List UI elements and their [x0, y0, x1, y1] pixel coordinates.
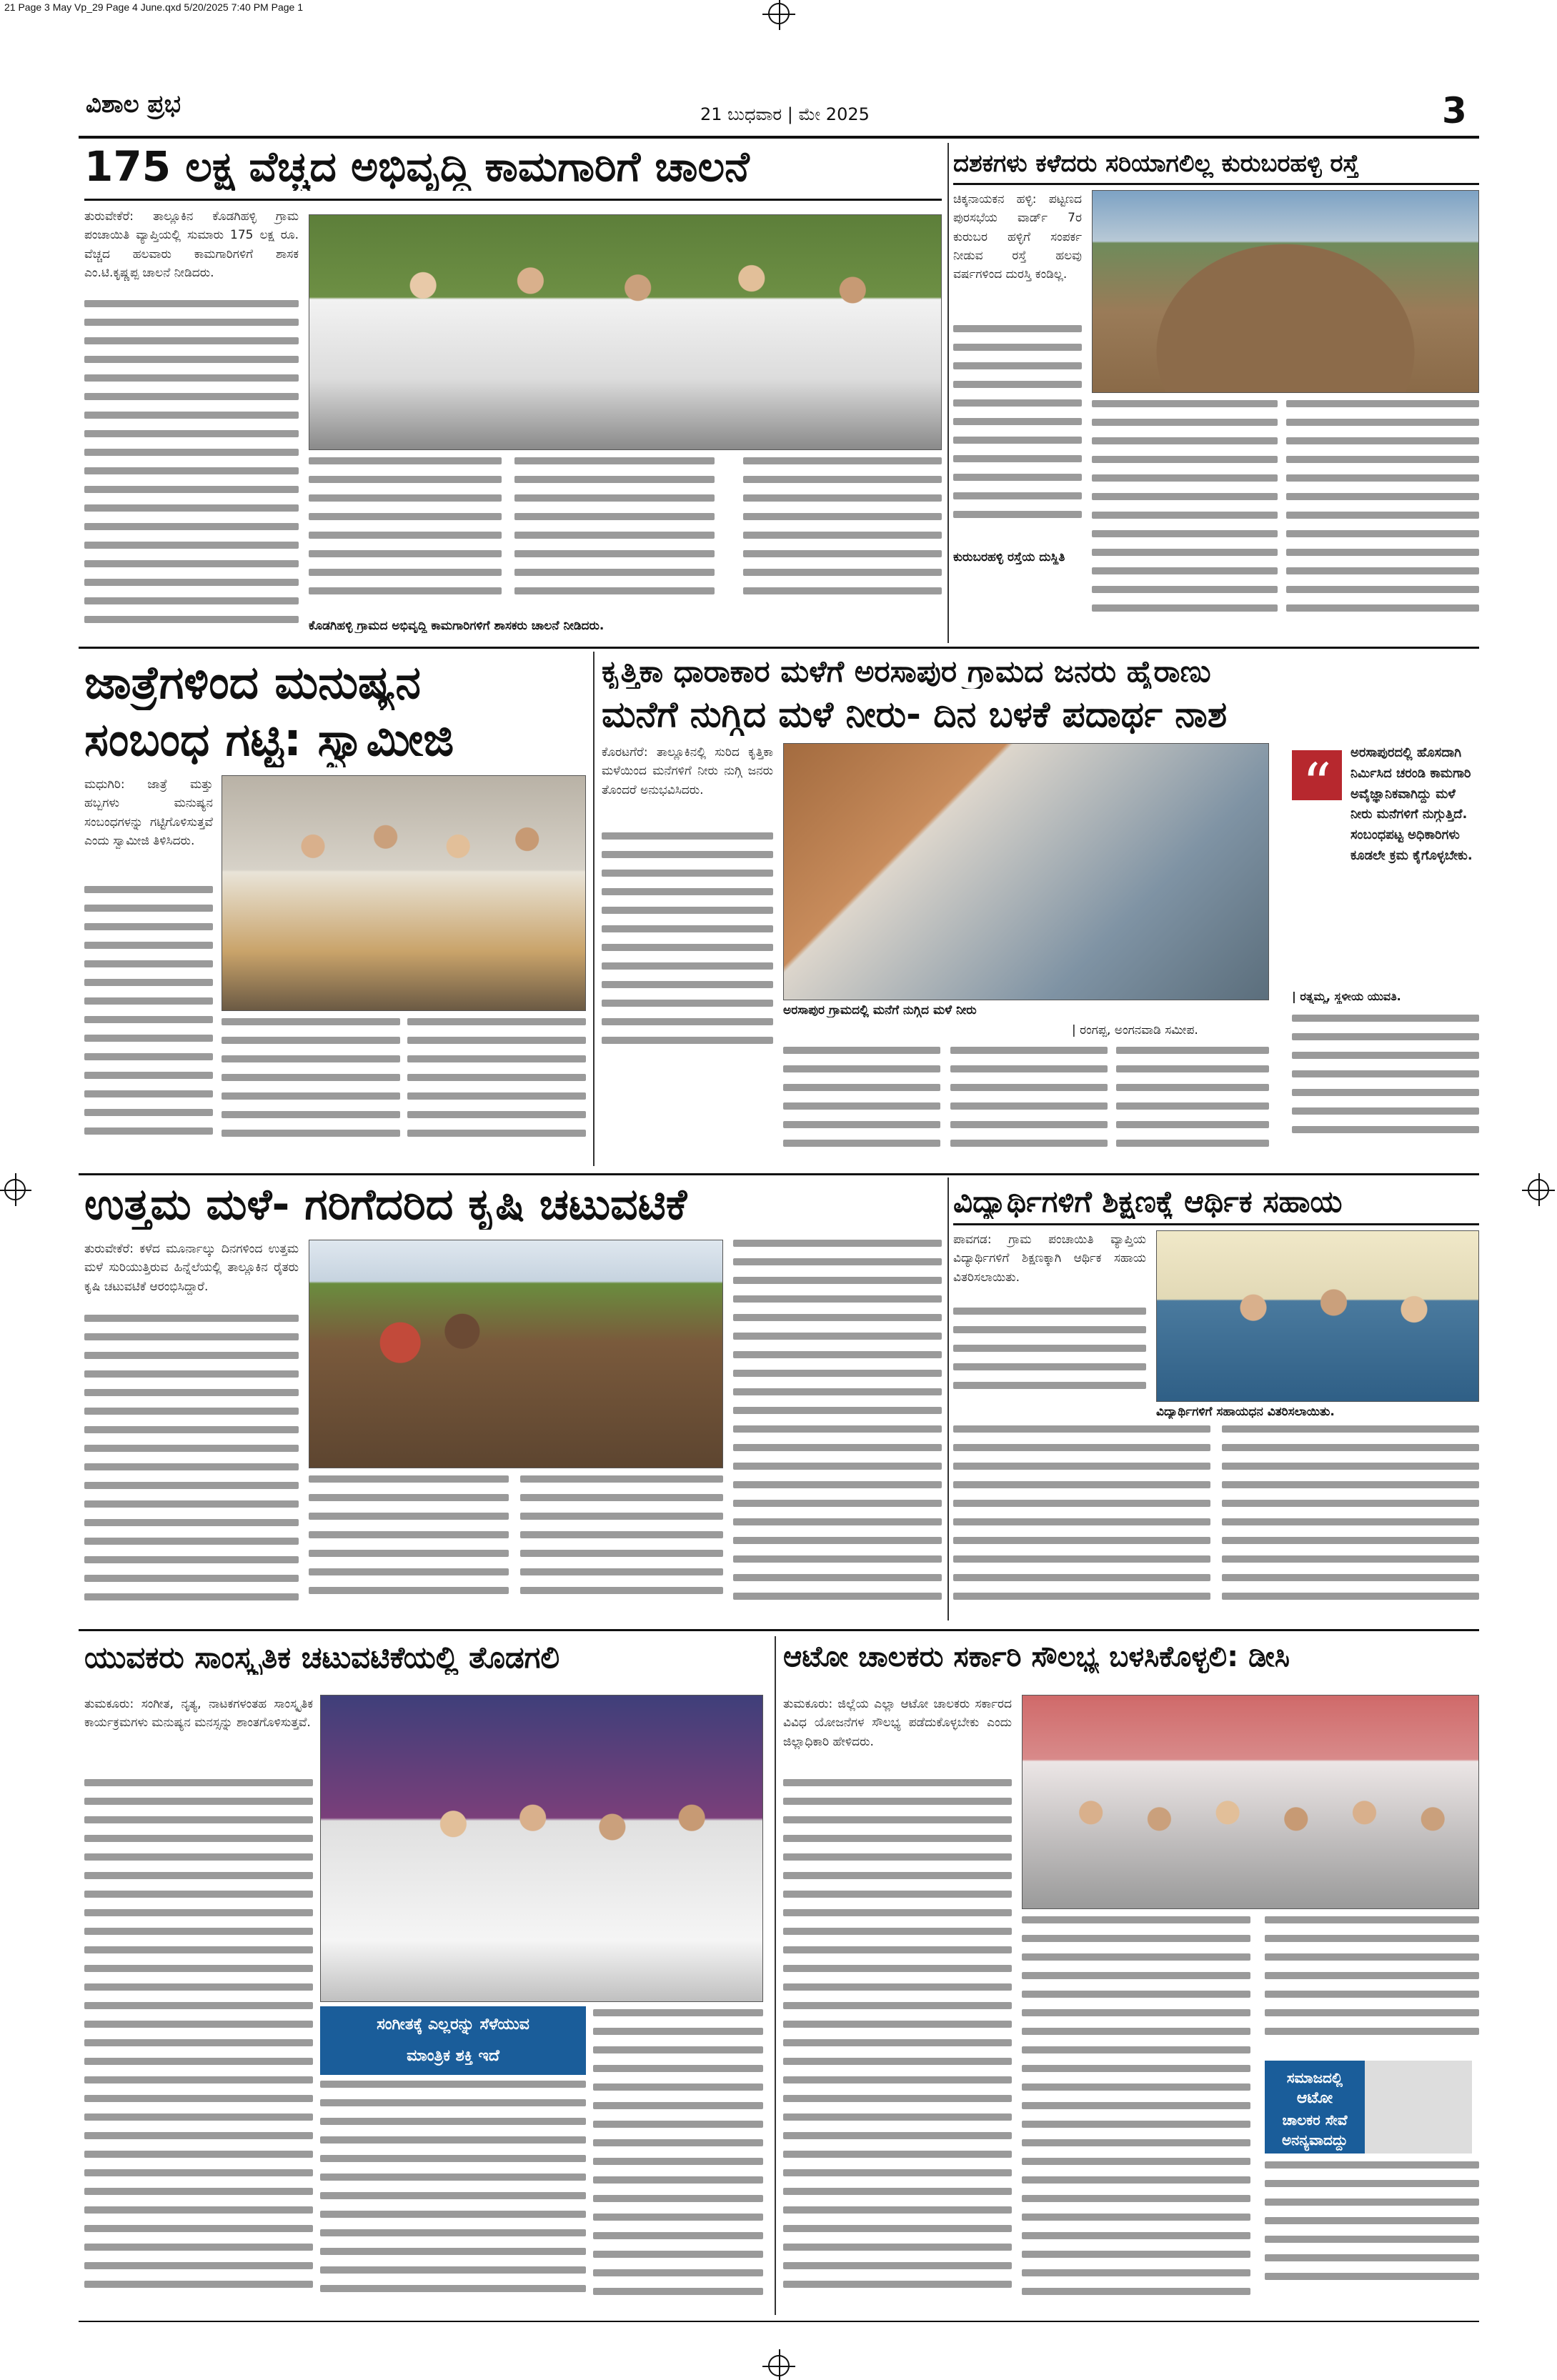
divider	[953, 183, 1479, 185]
divider	[953, 1223, 1479, 1225]
text-column	[1286, 400, 1479, 629]
text-column	[783, 1047, 940, 1161]
registration-mark-right	[1528, 1179, 1549, 1200]
text-column	[602, 832, 773, 1068]
side-box-tag-line: ಸಮಾಜದಲ್ಲಿ	[1286, 2069, 1343, 2086]
text-column	[309, 1475, 509, 1618]
text-column	[309, 457, 502, 614]
text-column	[593, 2009, 763, 2309]
date-line: 21 ಬುಧವಾರ | ಮೇ 2025	[700, 104, 870, 124]
text-column	[84, 1779, 313, 2308]
headline-dev-works: 175 ಲಕ್ಷ ವೆಚ್ಚದ ಅಭಿವೃದ್ಧಿ ಕಾಮಗಾರಿಗೆ ಚಾಲನೆ	[84, 143, 750, 191]
text-column	[733, 1240, 942, 1618]
photo-auto	[1022, 1695, 1479, 1909]
headline-fair-line1: ಜಾತ್ರೆಗಳಿಂದ ಮನುಷ್ಯನ	[84, 657, 421, 709]
print-slug: 21 Page 3 May Vp_29 Page 4 June.qxd 5/20/2025 7:40 PM Page 1	[4, 1, 303, 13]
photo-farming	[309, 1240, 723, 1468]
quote-icon: “	[1292, 750, 1342, 800]
divider	[79, 1173, 1479, 1175]
photo-caption-road: ಕುರುಬರಹಳ್ಳಿ ರಸ್ತೆಯ ದುಸ್ಥಿತಿ	[953, 550, 1065, 564]
text-column	[514, 457, 715, 614]
article-body-road: ಚಿಕ್ಕನಾಯಕನ ಹಳ್ಳಿ: ಪಟ್ಟಣದ ಪುರಸಭೆಯ ವಾರ್ಡ್ 7ರ ಕುರುಬರ ಹಳ್ಳಿಗೆ ಸಂಪರ್ಕ ನೀಡುವ ರಸ್ತೆ ಹಲವು ವರ್ಷಗಳಿಂದ ದುರಸ್ತಿ ಕಂಡಿಲ್ಲ.	[953, 192, 1082, 282]
masthead-rule	[79, 136, 1479, 139]
headline-youth: ಯುವಕರು ಸಾಂಸ್ಕೃತಿಕ ಚಟುವಟಿಕೆಯಲ್ಲಿ ತೊಡಗಲಿ	[84, 1640, 560, 1675]
text-column	[953, 1425, 1210, 1618]
text-column	[1265, 1916, 1479, 2052]
banner-line: ಸಂಗೀತಕ್ಕೆ ಎಲ್ಲರನ್ನು ಸೆಳೆಯುವ	[377, 2016, 529, 2033]
text-column	[84, 1315, 299, 1622]
text-column	[520, 1475, 723, 1618]
side-box-auto	[1265, 2061, 1472, 2154]
headline-farming: ಉತ್ತಮ ಮಳೆ- ಗರಿಗೆದರಿದ ಕೃಷಿ ಚಟುವಟಿಕೆ	[84, 1180, 687, 1230]
divider	[79, 1629, 1479, 1631]
text-column	[1222, 1425, 1479, 1618]
headline-road: ದಶಕಗಳು ಕಳೆದರು ಸರಿಯಾಗಲಿಲ್ಲ ಕುರುಬರಹಳ್ಳಿ ರಸ್ತೆ	[953, 150, 1359, 178]
text-column	[743, 457, 942, 614]
column-divider	[775, 1636, 776, 2315]
text-column	[222, 1018, 400, 1161]
text-column	[84, 886, 213, 1165]
banner-line: ಮಾಂತ್ರಿಕ ಶಕ್ತಿ ಇದೆ	[407, 2047, 499, 2065]
photo-youth	[320, 1695, 763, 2002]
text-column	[950, 1047, 1108, 1161]
pull-quote-author: | ರತ್ನಮ್ಮ, ಸ್ಥಳೀಯ ಯುವತಿ.	[1292, 990, 1401, 1003]
photo-rain	[783, 743, 1269, 1000]
side-box-tag-line: ಚಾಲಕರ ಸೇವೆ ಅನನ್ಯವಾದದ್ದು	[1281, 2111, 1348, 2149]
article-body-farming: ತುರುವೇಕೆರೆ: ಕಳೆದ ಮೂರ್ನಾಲ್ಕು ದಿನಗಳಿಂದ ಉತ್ತಮ ಮಳೆ ಸುರಿಯುತ್ತಿರುವ ಹಿನ್ನೆಲೆಯಲ್ಲಿ ತಾಲ್ಲೂಕಿನ ರೈತರು ಕೃಷಿ ಚಟುವಟಿಕೆ ಆರಂಭಿಸಿದ್ದಾರೆ.	[84, 1242, 299, 1294]
article-body-students: ಪಾವಗಡ: ಗ್ರಾಮ ಪಂಚಾಯಿತಿ ವ್ಯಾಪ್ತಿಯ ವಿದ್ಯಾರ್ಥಿಗಳಿಗೆ ಶಿಕ್ಷಣಕ್ಕಾಗಿ ಆರ್ಥಿಕ ಸಹಾಯ ವಿತರಿಸಲಾಯಿತು.	[953, 1233, 1146, 1285]
divider	[84, 199, 942, 201]
article-body-fair: ಮಧುಗಿರಿ: ಜಾತ್ರೆ ಮತ್ತು ಹಬ್ಬಗಳು ಮನುಷ್ಯನ ಸಂಬಂಧಗಳನ್ನು ಗಟ್ಟಿಗೊಳಿಸುತ್ತವೆ ಎಂದು ಸ್ವಾಮೀಜಿ ತಿಳಿಸಿದರು.	[84, 777, 213, 849]
text-column	[1022, 1916, 1250, 2309]
text-column	[953, 325, 1082, 539]
divider	[79, 647, 1479, 649]
pull-banner-youth	[320, 2006, 586, 2075]
photo-caption-dev-works: ಕೊಡಗಿಹಳ್ಳಿ ಗ್ರಾಮದ ಅಭಿವೃದ್ಧಿ ಕಾಮಗಾರಿಗಳಿಗೆ ಶಾಸಕರು ಚಾಲನೆ ನೀಡಿದರು.	[309, 619, 605, 633]
text-column	[320, 2081, 586, 2309]
pull-quote-rain: ಅರಸಾಪುರದಲ್ಲಿ ಹೊಸದಾಗಿ ನಿರ್ಮಿಸಿದ ಚರಂಡಿ ಕಾಮಗಾರಿ ಅವೈಜ್ಞಾನಿಕವಾಗಿದ್ದು ಮಳೆ ನೀರು ಮನೆಗಳಿಗೆ ನುಗ್ಗುತ್ತಿದೆ. ಸಂಬಂಧಪಟ್ಟ ಅಧಿಕಾರಿಗಳು ಕೂಡಲೇ ಕ್ರಮ ಕೈಗೊಳ್ಳಬೇಕು.	[1350, 745, 1473, 863]
column-divider	[947, 143, 949, 643]
article-body-dev-works: ತುರುವೇಕೆರೆ: ತಾಲ್ಲೂಕಿನ ಕೊಡಗಿಹಳ್ಳಿ ಗ್ರಾಮ ಪಂಚಾಯಿತಿ ವ್ಯಾಪ್ತಿಯಲ್ಲಿ ಸುಮಾರು 175 ಲಕ್ಷ ರೂ. ವೆಚ್ಚದ ಹಲವಾರು ಕಾಮಗಾರಿಗಳಿಗೆ ಶಾಸಕ ಎಂ.ಟಿ.ಕೃಷ್ಣಪ್ಪ ಚಾಲನೆ ನೀಡಿದರು.	[84, 209, 299, 281]
headline-students: ವಿದ್ಯಾರ್ಥಿಗಳಿಗೆ ಶಿಕ್ಷಣಕ್ಕೆ ಆರ್ಥಿಕ ಸಹಾಯ	[953, 1185, 1343, 1219]
registration-mark-bottom	[768, 2355, 790, 2376]
text-column	[783, 1779, 1012, 2308]
photo-credit-rain: | ರಂಗಪ್ಪ, ಅಂಗನವಾಡಿ ಸಮೀಪ.	[1072, 1023, 1198, 1037]
photo-caption-rain: ಅರಸಾಪುರ ಗ್ರಾಮದಲ್ಲಿ ಮನೆಗೆ ನುಗ್ಗಿದ ಮಳೆ ನೀರು	[783, 1003, 977, 1017]
article-body-auto: ತುಮಕೂರು: ಜಿಲ್ಲೆಯ ಎಲ್ಲಾ ಆಟೋ ಚಾಲಕರು ಸರ್ಕಾರದ ವಿವಿಧ ಯೋಜನೆಗಳ ಸೌಲಭ್ಯ ಪಡೆದುಕೊಳ್ಳಬೇಕು ಎಂದು ಜಿಲ್ಲಾಧಿಕಾರಿ ಹೇಳಿದರು.	[783, 1697, 1012, 1749]
text-column	[1265, 2161, 1479, 2304]
text-column	[953, 1308, 1146, 1400]
column-divider	[947, 1177, 949, 1620]
headline-rain-line2: ಮನೆಗೆ ನುಗ್ಗಿದ ಮಳೆ ನೀರು- ದಿನ ಬಳಕೆ ಪದಾರ್ಥ ನಾಶ	[602, 694, 1228, 735]
photo-dev-works	[309, 214, 942, 450]
text-column	[1092, 400, 1278, 629]
side-box-tag	[1265, 2061, 1365, 2154]
article-body-youth: ತುಮಕೂರು: ಸಂಗೀತ, ನೃತ್ಯ, ನಾಟಕಗಳಂತಹ ಸಾಂಸ್ಕೃತಿಕ ಕಾರ್ಯಕ್ರಮಗಳು ಮನುಷ್ಯನ ಮನಸ್ಸನ್ನು ಶಾಂತಗೊಳಿಸುತ್ತವೆ.	[84, 1697, 313, 1731]
photo-fair	[222, 775, 586, 1011]
photo-road	[1092, 190, 1479, 393]
headline-fair-line2: ಸಂಬಂಧ ಗಟ್ಟಿ: ಸ್ವಾಮೀಜಿ	[84, 715, 454, 767]
text-column	[407, 1018, 586, 1161]
headline-rain-line1: ಕೃತ್ತಿಕಾ ಧಾರಾಕಾರ ಮಳೆಗೆ ಅರಸಾಪುರ ಗ್ರಾಮದ ಜನರು ಹೈರಾಣು	[602, 654, 1211, 689]
column-divider	[593, 652, 595, 1166]
registration-mark-left	[4, 1179, 26, 1200]
text-column	[1116, 1047, 1269, 1161]
registration-mark-top	[768, 3, 790, 24]
article-body-rain: ಕೊರಟಗೆರೆ: ತಾಲ್ಲೂಕಿನಲ್ಲಿ ಸುರಿದ ಕೃತ್ತಿಕಾ ಮಳೆಯಿಂದ ಮನೆಗಳಿಗೆ ನೀರು ನುಗ್ಗಿ ಜನರು ತೊಂದರೆ ಅನುಭವಿಸಿದರು.	[602, 745, 773, 797]
side-box-tag-line: ಆಟೋ	[1296, 2089, 1333, 2107]
page-number: 3	[1442, 90, 1467, 131]
headline-auto: ಆಟೋ ಚಾಲಕರು ಸರ್ಕಾರಿ ಸೌಲಭ್ಯ ಬಳಸಿಕೊಳ್ಳಲಿ: ಡೀಸಿ	[783, 1640, 1290, 1673]
footer-rule	[79, 2321, 1479, 2322]
text-column	[1292, 1015, 1479, 1161]
masthead: ವಿಶಾಲ ಪ್ರಭ	[86, 90, 181, 119]
text-column	[84, 300, 299, 639]
photo-students	[1156, 1230, 1479, 1402]
photo-caption-students: ವಿದ್ಯಾರ್ಥಿಗಳಿಗೆ ಸಹಾಯಧನ ವಿತರಿಸಲಾಯಿತು.	[1156, 1405, 1335, 1419]
